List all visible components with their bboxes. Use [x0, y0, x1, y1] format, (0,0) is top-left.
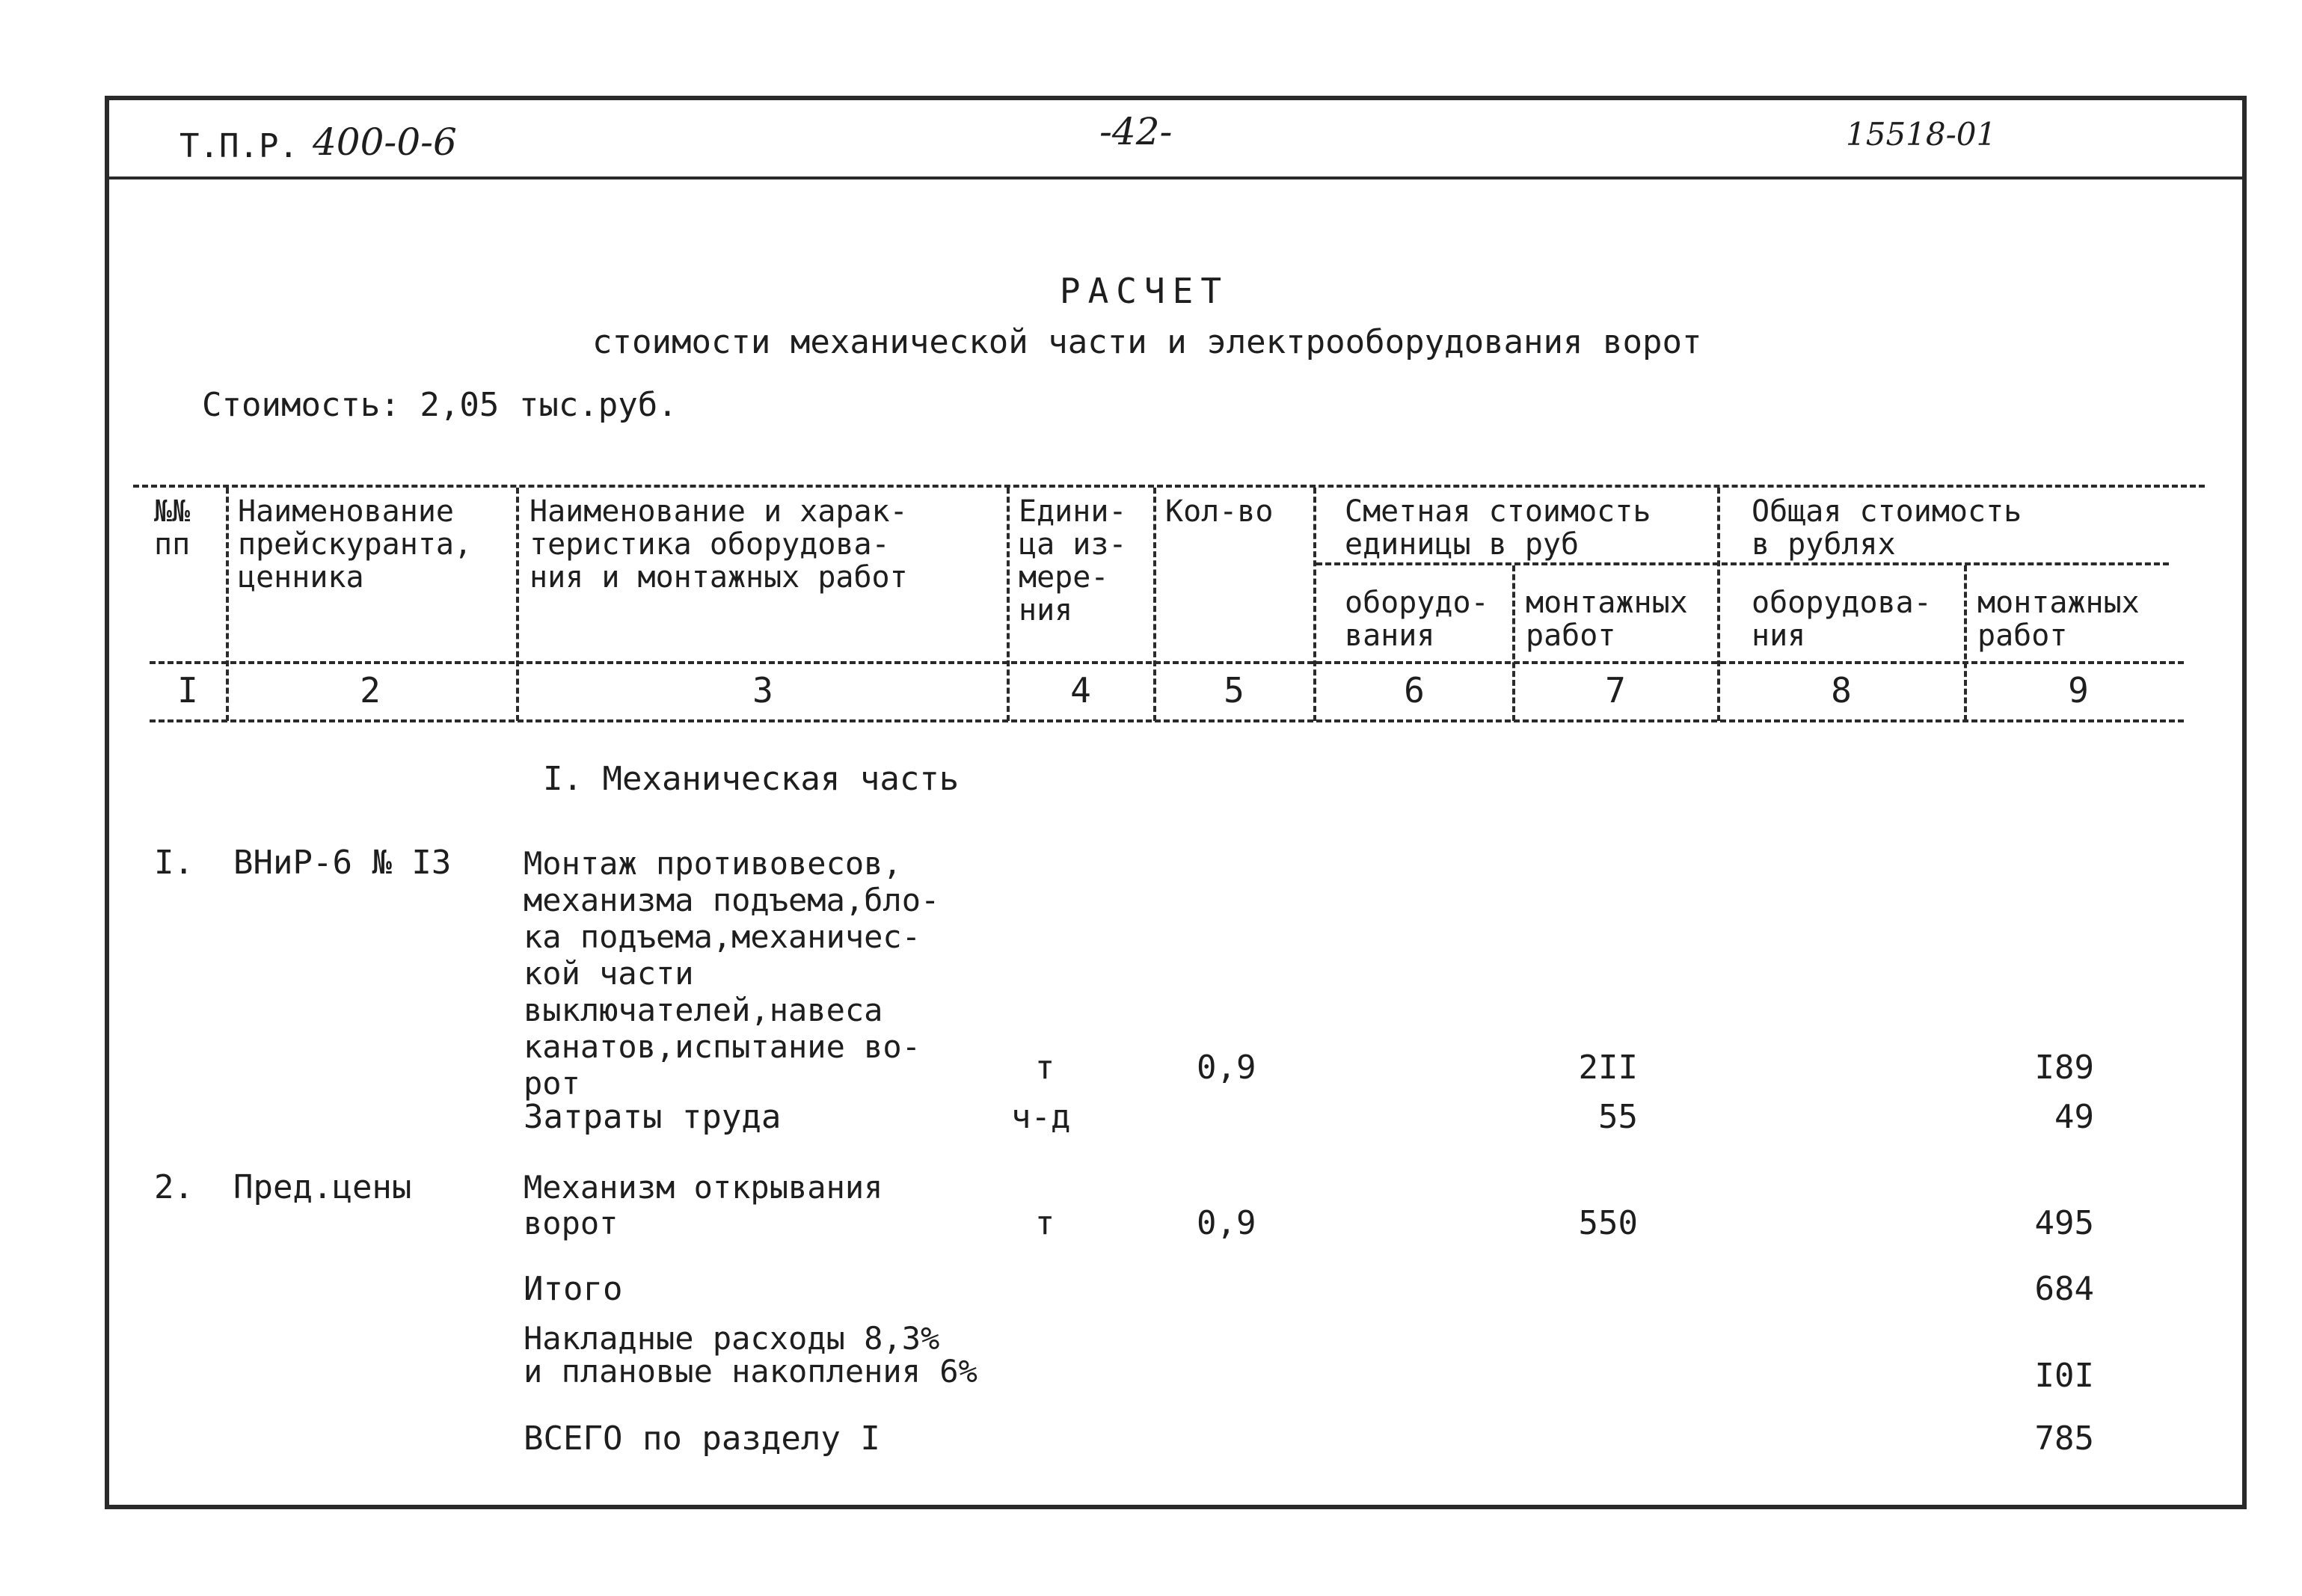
page-title: РАСЧЕТ: [1059, 271, 1230, 311]
column-number: 9: [2068, 670, 2089, 710]
section-title: I. Механическая часть: [543, 760, 960, 798]
column-number: 6: [1404, 670, 1425, 710]
column-header-unit: Едини- ца из- мере- ния: [1019, 494, 1127, 627]
column-header-total-cost-group: Общая стоимость в рублях: [1752, 494, 2022, 562]
column-separator: [1512, 565, 1515, 721]
column-number: 7: [1605, 670, 1626, 710]
row-price-list: Пред.цены: [233, 1168, 412, 1206]
column-number: 8: [1831, 670, 1852, 710]
table-top-rule: [133, 485, 2205, 488]
column-number: 2: [360, 670, 381, 710]
row-unit-mounting-cost: 2II: [1578, 1049, 1638, 1087]
summary-value: 785: [2034, 1419, 2094, 1458]
page-subtitle: стоимости механической части и электрооборудования ворот: [592, 323, 1702, 361]
row-price-list: ВНиР-6 № I3: [233, 844, 452, 882]
row-total-mounting-cost: I89: [2034, 1049, 2094, 1087]
row-description: Монтаж противовесов, механизма подъема,бло- ка подъема,механичес- кой части выключателей,навеса канатов,испытание во- рот: [524, 845, 940, 1102]
column-number: 3: [752, 670, 773, 710]
row-number: 2.: [154, 1168, 194, 1206]
column-separator: [1153, 488, 1156, 721]
column-separator: [1964, 565, 1967, 721]
column-number: I: [177, 670, 198, 710]
column-header-total-equipment: оборудова- ния: [1752, 586, 1932, 653]
column-header-unit-equipment: оборудо- вания: [1345, 586, 1489, 653]
row-total-mounting-cost: 49: [2054, 1098, 2094, 1136]
row-unit: ч-д: [1011, 1098, 1071, 1136]
column-header-description: Наименование и харак- теристика оборудова- ния и монтажных работ: [530, 494, 908, 595]
column-header-unit-mounting: монтажных работ: [1526, 586, 1688, 653]
row-description: Затраты труда: [524, 1098, 782, 1136]
column-header-number: №№ пп: [154, 494, 191, 562]
page-number: -42-: [1099, 110, 1173, 153]
column-header-price-list: Наименование прейскуранта, ценника: [238, 494, 473, 595]
code-label: Т.П.Р.: [179, 127, 298, 165]
row-unit: т: [1034, 1049, 1055, 1087]
summary-value: I0I: [2034, 1357, 2094, 1395]
column-header-quantity: Кол-во: [1165, 494, 1274, 529]
row-unit: т: [1034, 1204, 1055, 1242]
row-description: Механизм открывания ворот: [524, 1169, 883, 1241]
column-separator: [1313, 488, 1316, 721]
cost-line: Стоимость: 2,05 тыс.руб.: [202, 386, 678, 424]
header-bottom-rule: [150, 661, 2184, 664]
summary-value: 684: [2034, 1270, 2094, 1308]
column-number: 4: [1070, 670, 1091, 710]
column-number: 5: [1224, 670, 1244, 710]
column-separator: [226, 488, 229, 721]
column-numbers-rule: [150, 719, 2184, 722]
summary-label: ВСЕГО по разделу I: [524, 1419, 880, 1458]
column-separator: [1717, 488, 1720, 721]
summary-label: Итого: [524, 1270, 623, 1308]
column-header-unit-cost-group: Сметная стоимость единицы в руб: [1345, 494, 1651, 562]
code-value: 400-0-6: [313, 120, 457, 164]
row-total-mounting-cost: 495: [2034, 1204, 2094, 1242]
row-quantity: 0,9: [1197, 1049, 1256, 1087]
group-header-rule: [1316, 562, 2169, 565]
column-header-total-mounting: монтажных работ: [1977, 586, 2140, 653]
row-unit-mounting-cost: 550: [1578, 1204, 1638, 1242]
row-quantity: 0,9: [1197, 1204, 1256, 1242]
row-unit-mounting-cost: 55: [1598, 1098, 1638, 1136]
doc-number: 15518-01: [1846, 116, 1997, 153]
summary-label: Накладные расходы 8,3% и плановые накопления 6%: [524, 1320, 977, 1390]
column-separator: [516, 488, 519, 721]
row-number: I.: [154, 844, 194, 882]
header-divider: [105, 177, 2247, 179]
column-separator: [1007, 488, 1010, 721]
